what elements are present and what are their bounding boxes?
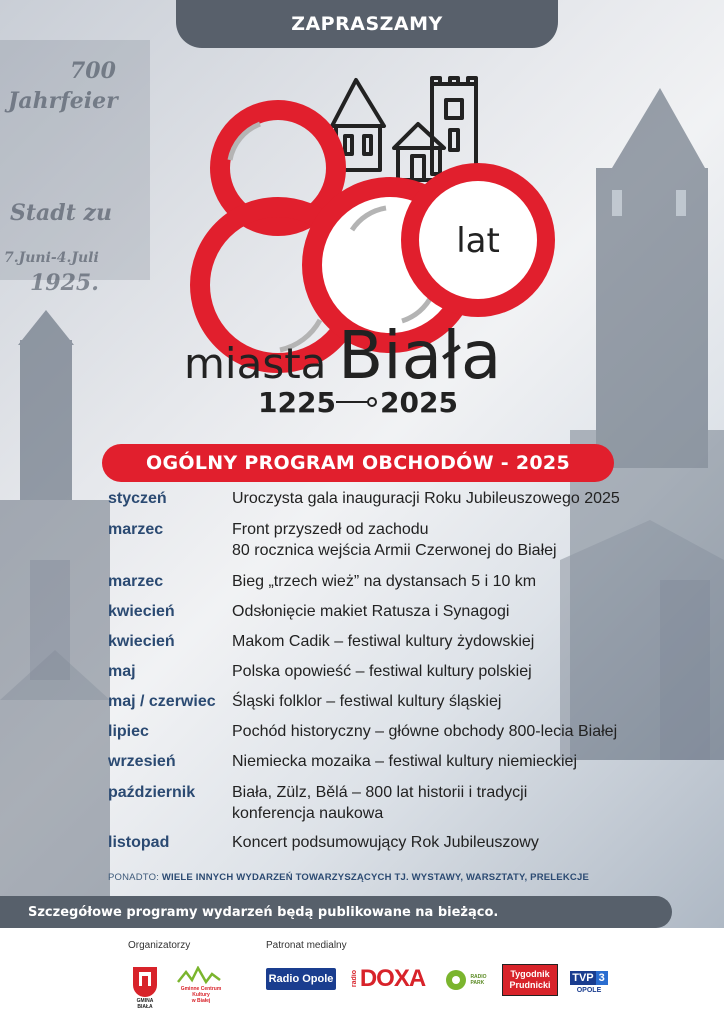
- schedule-month: listopad: [108, 834, 170, 851]
- schedule-month: wrzesień: [108, 753, 176, 770]
- year-start: 1225: [258, 386, 336, 415]
- radio-opole-text: Radio Opole: [268, 973, 334, 985]
- svg-text:Stadt zu: Stadt zu: [10, 200, 112, 226]
- radio-doxa-text: DOXA: [359, 965, 426, 992]
- schedule-month: kwiecień: [108, 633, 175, 650]
- ponadto-text: WIELE INNYCH WYDARZEŃ TOWARZYSZĄCYCH TJ. WYSTAWY, WARSZTATY, PRELEKCJE: [161, 872, 589, 883]
- schedule-row: [108, 832, 668, 862]
- schedule-event: Biała, Zülz, Bělá – 800 lat historii i tradycji konferencja naukowa: [232, 784, 528, 822]
- sponsors-section: [0, 928, 724, 1024]
- svg-text:700: 700: [70, 58, 116, 84]
- schedule-row: [108, 661, 668, 691]
- tvp-city: OPOLE: [576, 986, 602, 994]
- svg-text:1925.: 1925.: [30, 270, 99, 296]
- schedule-row: [108, 571, 668, 601]
- schedule-event: Makom Cadik – festiwal kultury żydowskiej: [232, 633, 535, 650]
- footer-note: Szczegółowe programy wydarzeń będą publikowane na bieżąco.: [28, 904, 499, 920]
- program-schedule: [108, 488, 668, 862]
- organizers-label: Organizatorzy: [128, 940, 191, 951]
- castle-icon: [332, 78, 476, 180]
- schedule-month: październik: [108, 784, 196, 801]
- coat-of-arms-icon: [132, 966, 158, 998]
- schedule-row: [108, 751, 668, 782]
- schedule-event: Front przyszedł od zachodu 80 rocznica wejścia Armii Czerwonej do Białej: [232, 521, 557, 559]
- program-title: OGÓLNY PROGRAM OBCHODÓW - 2025: [146, 452, 570, 474]
- miasta-text: miasta: [184, 339, 327, 388]
- radio-park-text: RADIO PARK: [470, 974, 487, 986]
- top-invite-text: ZAPRASZAMY: [291, 13, 443, 35]
- schedule-row: [108, 721, 668, 751]
- tvp-text: TVP: [572, 971, 594, 984]
- schedule-event: Bieg „trzech wież” na dystansach 5 i 10 km: [232, 573, 537, 590]
- radio-park-logo: [440, 964, 492, 996]
- schedule-month: styczeń: [108, 490, 167, 507]
- radio-doxa-small: radio: [350, 970, 358, 988]
- schedule-row: [108, 601, 668, 631]
- schedule-month: marzec: [108, 573, 164, 590]
- schedule-row: [108, 631, 668, 661]
- gmina-biala-logo: [128, 958, 162, 1018]
- schedule-month: maj / czerwiec: [108, 693, 216, 710]
- schedule-event: Koncert podsumowujący Rok Jubileuszowy: [232, 834, 539, 851]
- schedule-month: maj: [108, 663, 136, 680]
- additional-events-note: [108, 872, 589, 883]
- radio-opole-logo: [266, 968, 336, 990]
- anniversary-logo: [170, 70, 570, 415]
- tygodnik-text: Tygodnik Prudnicki: [509, 969, 551, 990]
- radio-doxa-logo: [346, 964, 430, 994]
- schedule-event: Pochód historyczny – główne obchody 800-lecia Białej: [232, 723, 618, 740]
- top-invite-banner: [176, 0, 558, 48]
- schedule-row: [108, 488, 668, 519]
- svg-text:7.Juni-4.Juli: 7.Juni-4.Juli: [4, 250, 99, 266]
- lat-text: lat: [456, 221, 500, 261]
- gck-text: Gminne Centrum Kultury w Białej: [180, 986, 222, 1004]
- ponadto-label: PONADTO:: [108, 872, 160, 883]
- patronage-label: Patronat medialny: [266, 940, 347, 951]
- schedule-month: kwiecień: [108, 603, 175, 620]
- svg-text:Jahrfeier: Jahrfeier: [8, 88, 118, 114]
- schedule-event: Polska opowieść – festiwal kultury polskiej: [232, 663, 532, 680]
- year-end: 2025: [380, 386, 458, 415]
- schedule-month: marzec: [108, 521, 164, 538]
- tvp-badge: [570, 971, 608, 985]
- program-title-banner: [102, 444, 614, 482]
- tvp3-opole-logo: [566, 964, 612, 1000]
- biala-text: Biała: [338, 317, 502, 394]
- radio-park-icon: [445, 969, 467, 991]
- schedule-event: Niemiecka mozaika – festiwal kultury niemieckiej: [232, 753, 578, 770]
- schedule-event: Odsłonięcie makiet Ratusza i Synagogi: [232, 603, 510, 620]
- gmina-text: GMINA BIAŁA: [136, 998, 154, 1010]
- gck-logo: [172, 962, 230, 1008]
- tvp-number: 3: [596, 971, 608, 985]
- schedule-row: [108, 691, 668, 721]
- gck-wave-icon: [176, 966, 226, 986]
- schedule-event: Śląski folklor – festiwal kultury śląskiej: [232, 693, 502, 710]
- footer-info-banner: [0, 896, 672, 928]
- schedule-row: [108, 782, 668, 832]
- year-separator-dot: [368, 398, 376, 406]
- schedule-row: [108, 519, 668, 571]
- schedule-event: Uroczysta gala inauguracji Roku Jubileuszowego 2025: [232, 490, 620, 507]
- tygodnik-prudnicki-logo: [502, 964, 558, 996]
- schedule-month: lipiec: [108, 723, 149, 740]
